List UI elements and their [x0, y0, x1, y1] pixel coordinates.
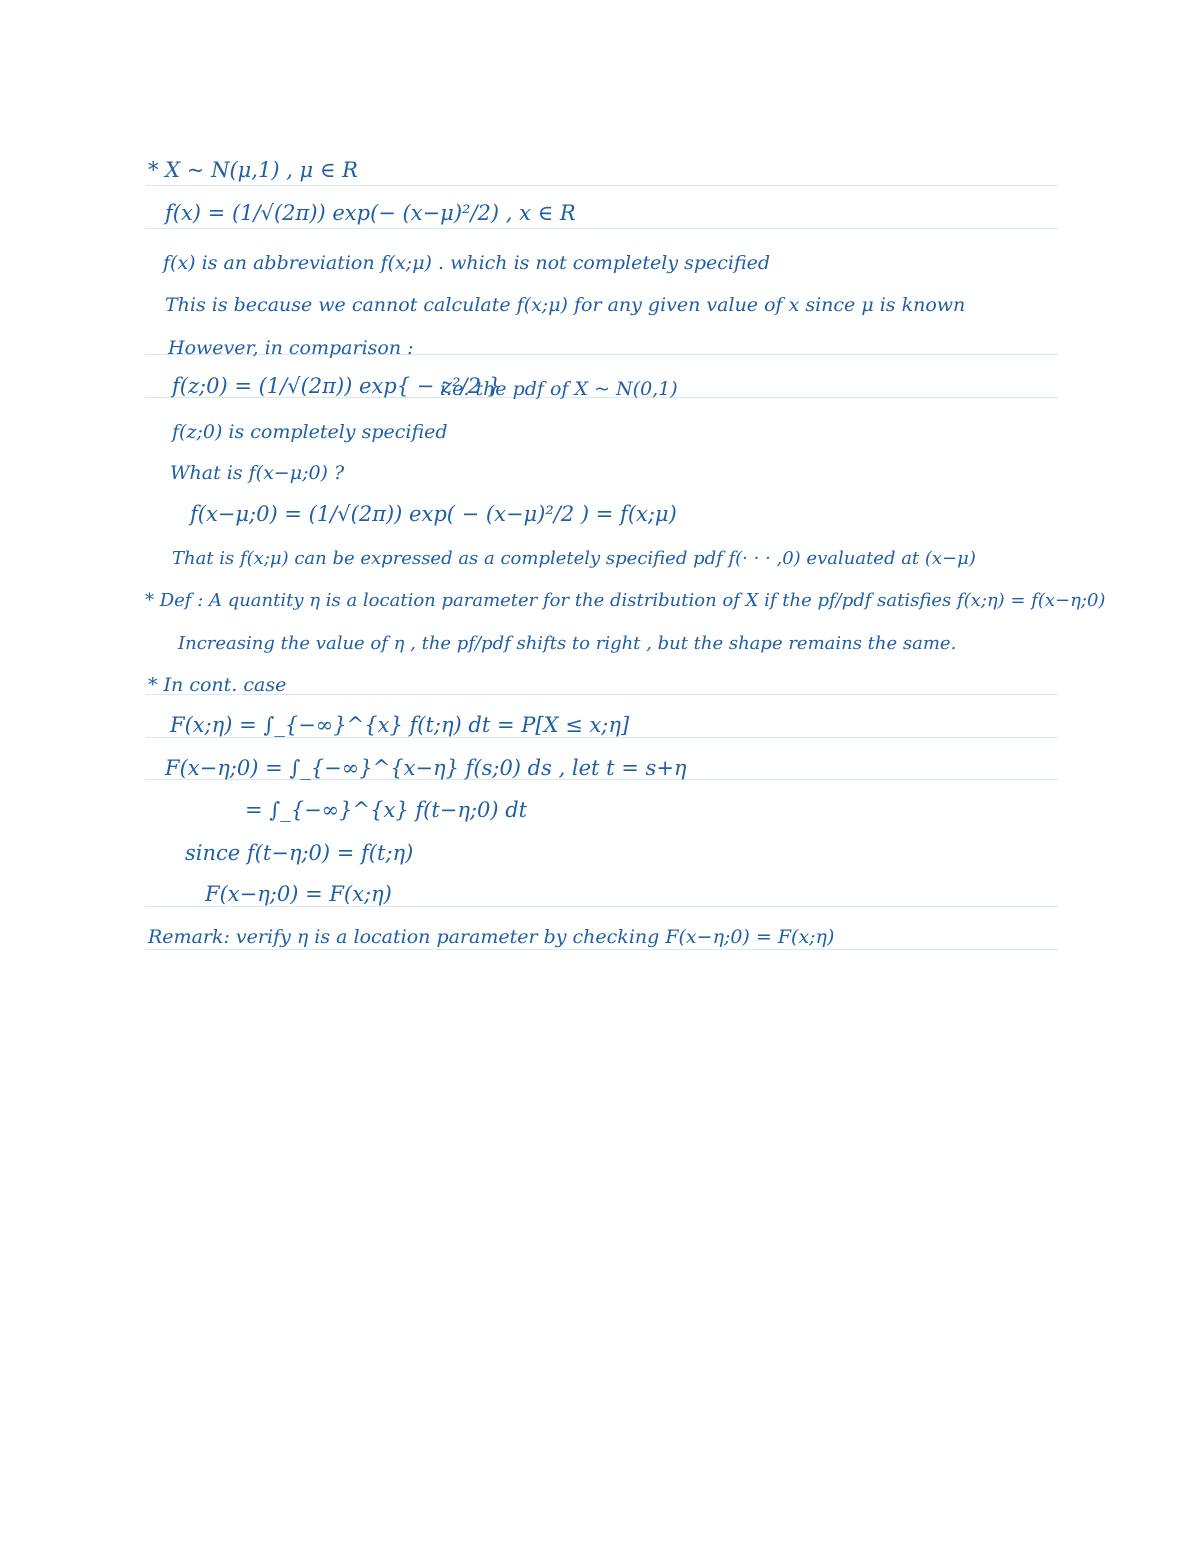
ruled-line [145, 906, 1058, 907]
question-shifted: What is f(x−μ;0) ? [170, 462, 345, 484]
definition-location-parameter: * Def : A quantity η is a location parameter for the distribution of X if the pf/pdf satisfies f(x;η) = f(x−η;0) [145, 590, 1106, 611]
shifted-density-formula: f(x−μ;0) = (1/√(2π)) exp( − (x−μ)²/2 ) = f(x;μ) [190, 502, 677, 526]
shifted-cdf-formula: F(x−η;0) = ∫_{−∞}^{x−η} f(s;0) ds , let t = s+η [165, 756, 687, 780]
note-completely-specified: f(z;0) is completely specified [172, 421, 448, 443]
ruled-line [145, 737, 1058, 738]
substitution-step: = ∫_{−∞}^{x} f(t−η;0) dt [245, 798, 528, 822]
heading-continuous-case: * In cont. case [148, 674, 287, 696]
remark-verify: Remark: verify η is a location parameter by checking F(x−η;0) = F(x;η) [148, 926, 835, 948]
note-however: However, in comparison : [168, 337, 414, 359]
note-standard-normal: i.e. the pdf of X ~ N(0,1) [440, 378, 678, 400]
cdf-formula: F(x;η) = ∫_{−∞}^{x} f(t;η) dt = P[X ≤ x;η] [170, 713, 630, 737]
note-expressed: That is f(x;μ) can be expressed as a completely specified pdf f(· · · ,0) evaluated at (x−μ) [172, 548, 976, 569]
note-because: This is because we cannot calculate f(x;μ) for any given value of x since μ is known [165, 294, 966, 316]
cdf-result: F(x−η;0) = F(x;η) [205, 882, 392, 906]
since-step: since f(t−η;0) = f(t;η) [185, 841, 414, 865]
ruled-line [145, 185, 1058, 186]
note-abbreviation: f(x) is an abbreviation f(x;μ) . which is not completely specified [163, 252, 771, 274]
ruled-line [145, 228, 1058, 229]
model-statement: * X ~ N(μ,1) , μ ∈ R [148, 158, 358, 182]
ruled-line [145, 949, 1058, 950]
density-formula: f(x) = (1/√(2π)) exp(− (x−μ)²/2) , x ∈ R [165, 201, 576, 225]
standard-density-formula: f(z;0) = (1/√(2π)) exp{ − z²/2 } [172, 374, 502, 398]
note-shift-right: Increasing the value of η , the pf/pdf shifts to right , but the shape remains the same. [178, 633, 957, 654]
